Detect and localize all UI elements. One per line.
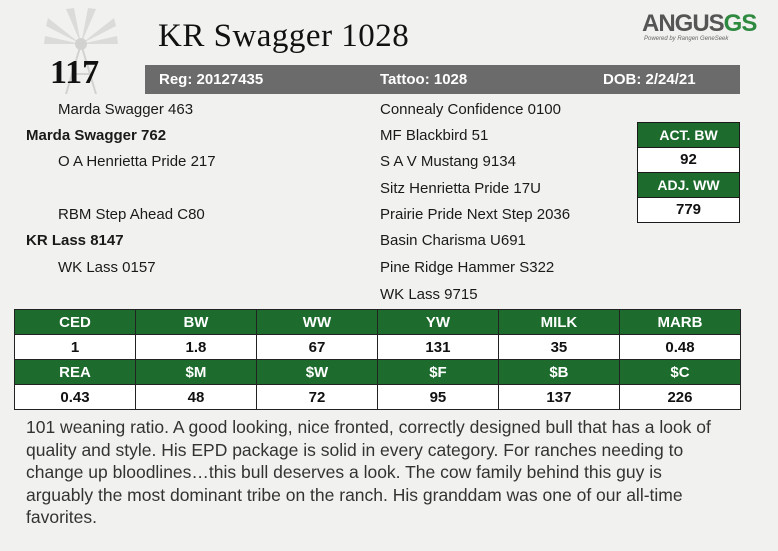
pedigree-ancestor: Sitz Henrietta Pride 17U bbox=[380, 180, 541, 197]
epd-value: 137 bbox=[498, 385, 619, 410]
epd-header: $B bbox=[498, 360, 619, 385]
epd-value: 226 bbox=[619, 385, 740, 410]
epd-header: $W bbox=[256, 360, 377, 385]
logo-main-text: ANGUS bbox=[642, 10, 724, 37]
pedigree-dam: KR Lass 8147 bbox=[26, 232, 124, 249]
pedigree-ancestor: WK Lass 9715 bbox=[380, 286, 478, 303]
date-of-birth: DOB: 2/24/21 bbox=[603, 71, 696, 88]
registration-bar bbox=[145, 65, 740, 94]
description-text: 101 weaning ratio. A good looking, nice fronted, correctly designed bull that has a look of quality and style. His EPD package is solid in every category. For ranches needing to change up bloodlines…this bull deserves a look. The cow family behind this guy is arguably the most dominant tribe on the ranch. His granddam was one of our all-time favorites. bbox=[26, 417, 711, 527]
animal-name: KR Swagger 1028 bbox=[158, 18, 410, 54]
pedigree-ancestor: Basin Charisma U691 bbox=[380, 232, 526, 249]
epd-header: CED bbox=[15, 310, 136, 335]
epd-value: 131 bbox=[377, 335, 498, 360]
epd-value: 0.48 bbox=[619, 335, 740, 360]
logo-tagline: Powered by Rangen GeneSeek bbox=[644, 36, 729, 42]
adj-ww-value: 779 bbox=[637, 198, 740, 223]
epd-header: WW bbox=[256, 310, 377, 335]
act-bw-label: ACT. BW bbox=[637, 122, 740, 148]
epd-header: $C bbox=[619, 360, 740, 385]
pedigree-dam-sire: RBM Step Ahead C80 bbox=[58, 206, 205, 223]
pedigree-sire: Marda Swagger 762 bbox=[26, 127, 167, 144]
epd-value: 72 bbox=[256, 385, 377, 410]
epd-header: $M bbox=[135, 360, 256, 385]
adj-ww-label: ADJ. WW bbox=[637, 173, 740, 198]
angus-gs-logo bbox=[642, 10, 757, 54]
epd-value-row bbox=[15, 385, 741, 410]
epd-header: REA bbox=[15, 360, 136, 385]
pedigree-ancestor: S A V Mustang 9134 bbox=[380, 153, 516, 170]
registration-number: Reg: 20127435 bbox=[159, 71, 264, 88]
pedigree-ancestor: MF Blackbird 51 bbox=[380, 127, 489, 144]
epd-header-row bbox=[15, 310, 741, 335]
epd-table bbox=[14, 309, 741, 410]
pedigree-sire-dam: O A Henrietta Pride 217 bbox=[58, 153, 216, 170]
epd-value-row bbox=[15, 335, 741, 360]
pedigree-sire-sire: Marda Swagger 463 bbox=[58, 101, 194, 118]
pedigree-ancestor: Connealy Confidence 0100 bbox=[380, 101, 561, 118]
epd-header: MARB bbox=[619, 310, 740, 335]
epd-header-row bbox=[15, 360, 741, 385]
logo-accent-text: GS bbox=[723, 10, 757, 37]
epd-value: 1 bbox=[15, 335, 136, 360]
epd-value: 1.8 bbox=[135, 335, 256, 360]
epd-value: 95 bbox=[377, 385, 498, 410]
epd-header: BW bbox=[135, 310, 256, 335]
epd-value: 48 bbox=[135, 385, 256, 410]
epd-value: 0.43 bbox=[15, 385, 136, 410]
epd-header: YW bbox=[377, 310, 498, 335]
epd-header: MILK bbox=[498, 310, 619, 335]
epd-value: 67 bbox=[256, 335, 377, 360]
pedigree-ancestor: Pine Ridge Hammer S322 bbox=[380, 259, 555, 276]
epd-header: $F bbox=[377, 360, 498, 385]
epd-value: 35 bbox=[498, 335, 619, 360]
pedigree-dam-dam: WK Lass 0157 bbox=[58, 259, 156, 276]
weights-box bbox=[637, 122, 740, 223]
act-bw-value: 92 bbox=[637, 148, 740, 173]
pedigree-ancestor: Prairie Pride Next Step 2036 bbox=[380, 206, 571, 223]
tattoo: Tattoo: 1028 bbox=[380, 71, 468, 88]
lot-number: 117 bbox=[50, 54, 100, 91]
